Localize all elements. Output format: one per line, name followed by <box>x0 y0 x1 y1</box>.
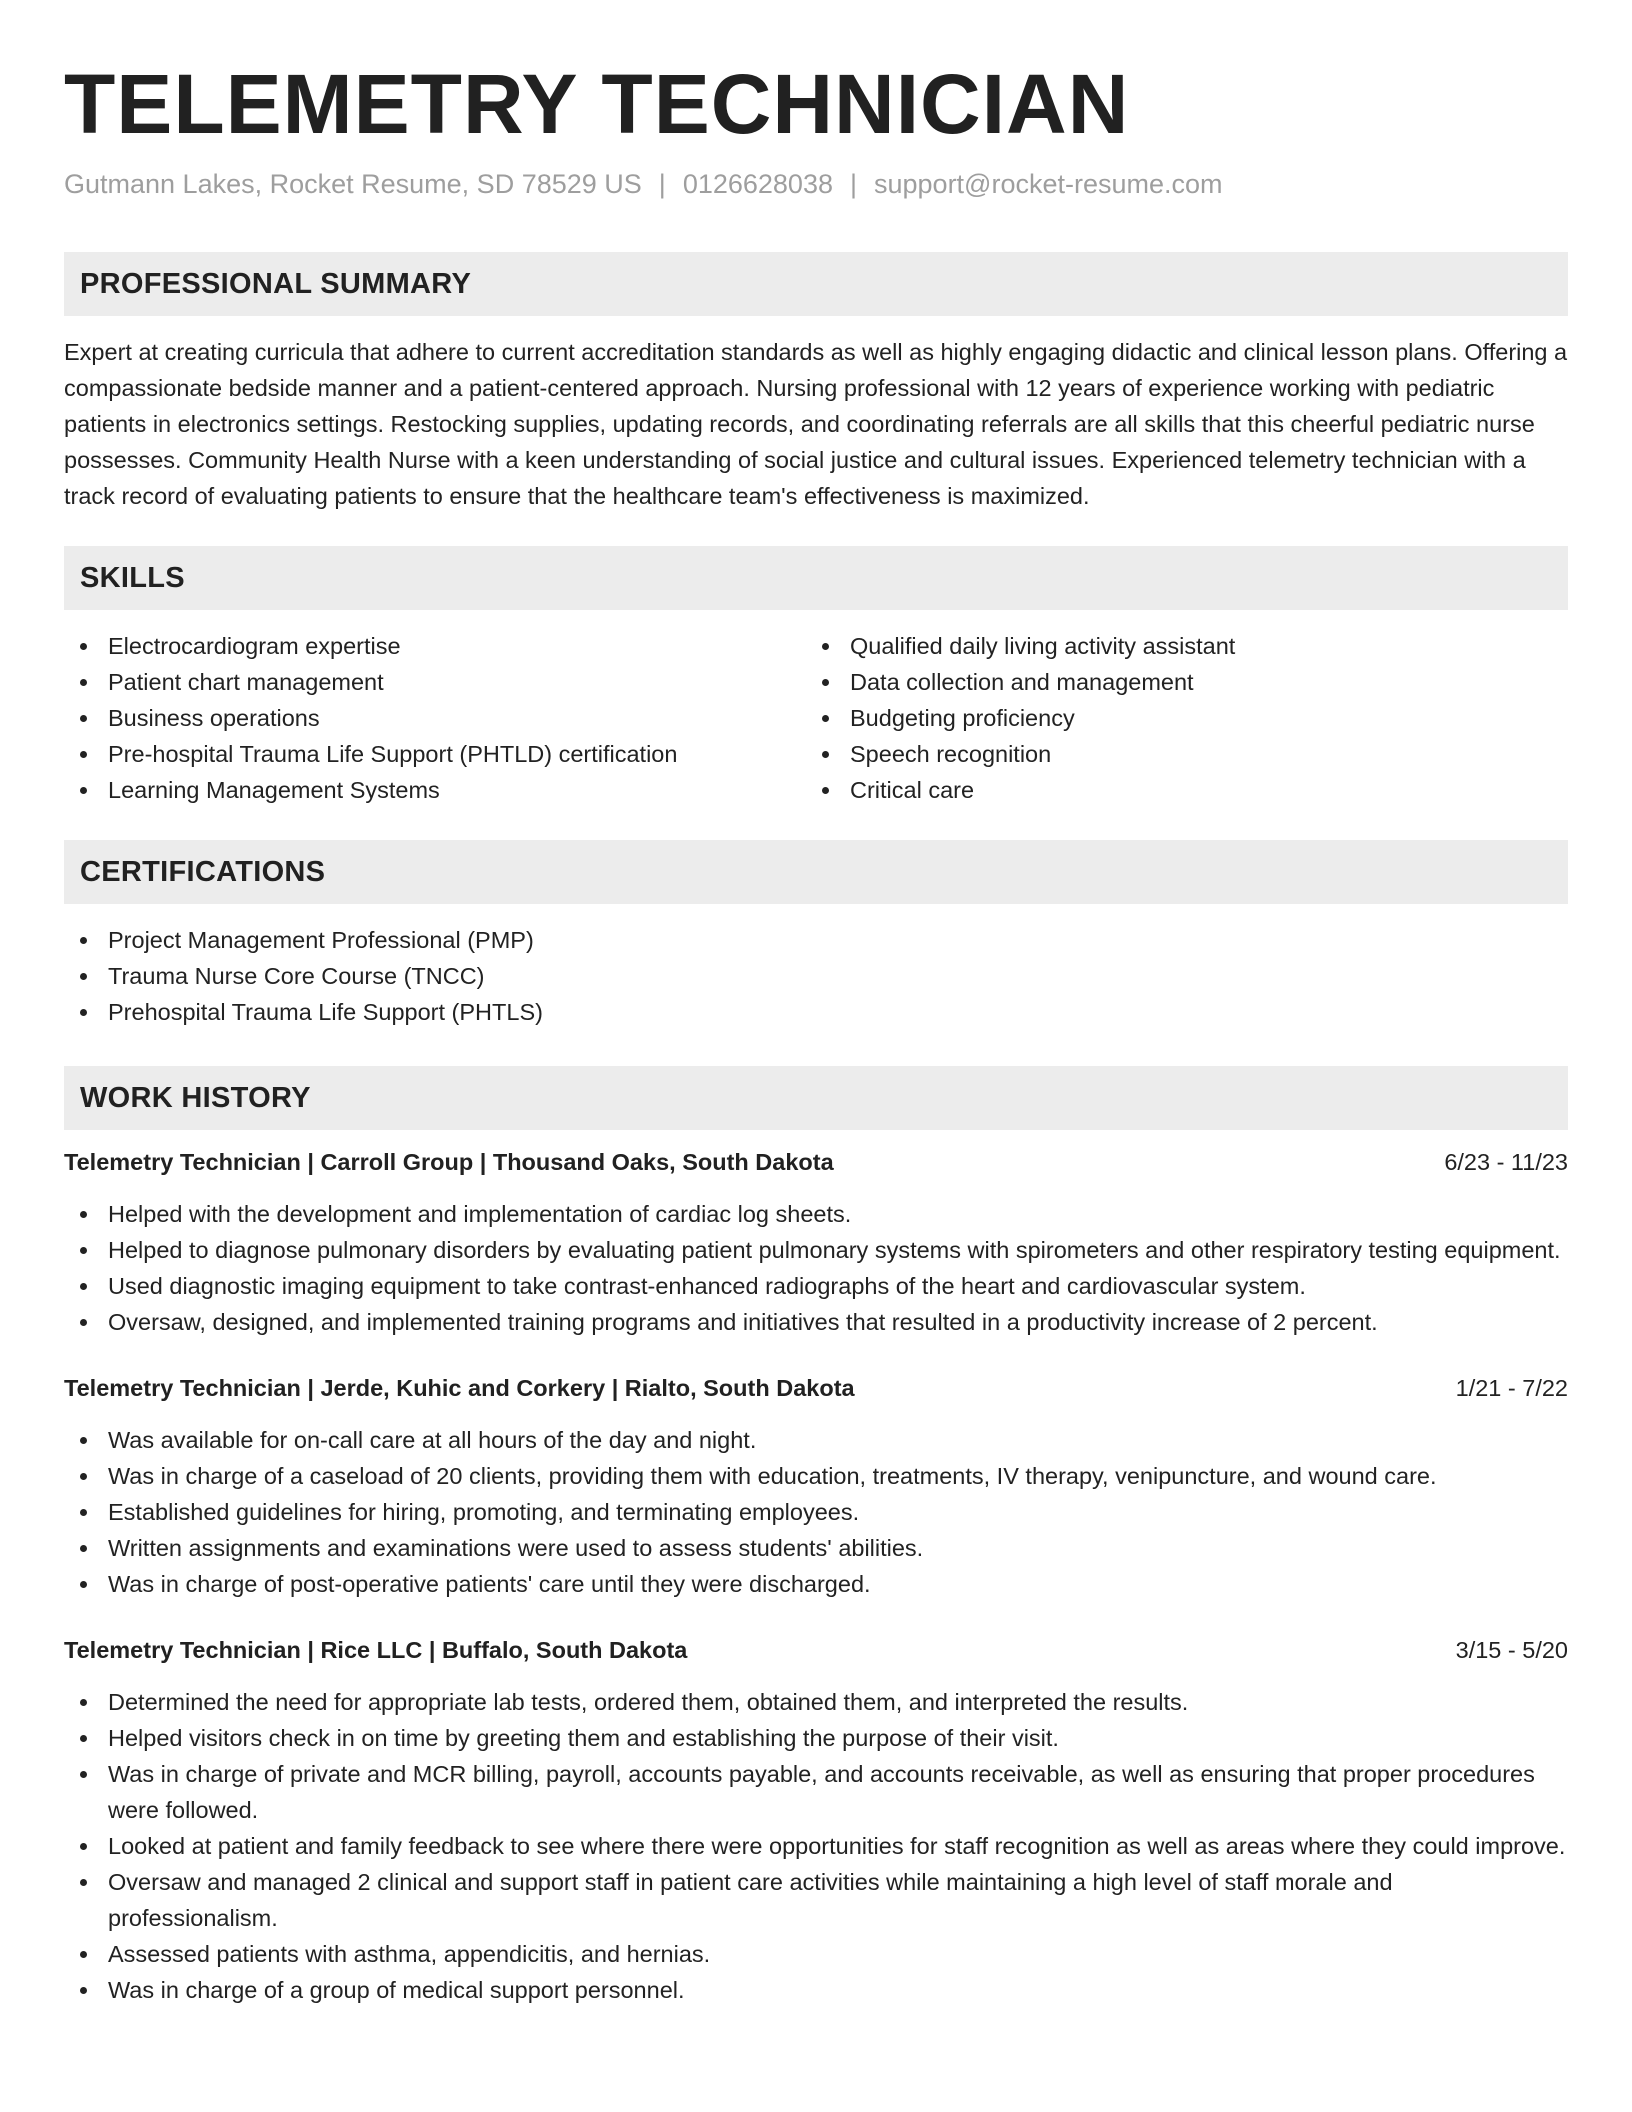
skill-item: Learning Management Systems <box>64 772 806 808</box>
contact-separator: | <box>658 169 666 199</box>
skill-item: Critical care <box>806 772 1568 808</box>
job-bullet: Was in charge of post-operative patients' care until they were discharged. <box>64 1566 1568 1602</box>
certification-item: Prehospital Trauma Life Support (PHTLS) <box>64 994 1568 1030</box>
section-heading-summary: PROFESSIONAL SUMMARY <box>64 252 1568 316</box>
job-bullet: Oversaw and managed 2 clinical and support staff in patient care activities while maintaining a high level of staff morale and professionalism. <box>64 1864 1568 1936</box>
job-dates: 1/21 - 7/22 <box>1455 1375 1568 1401</box>
certification-item: Trauma Nurse Core Course (TNCC) <box>64 958 1568 994</box>
job-bullet: Looked at patient and family feedback to see where there were opportunities for staff recognition as well as areas where they could improve. <box>64 1828 1568 1864</box>
job-entry <box>64 1632 1568 2008</box>
skill-item: Qualified daily living activity assistant <box>806 628 1568 664</box>
contact-address: Gutmann Lakes, Rocket Resume, SD 78529 US <box>64 169 642 199</box>
job-bullet: Helped to diagnose pulmonary disorders by evaluating patient pulmonary systems with spirometers and other respiratory testing equipment. <box>64 1232 1568 1268</box>
job-bullet: Helped with the development and implementation of cardiac log sheets. <box>64 1196 1568 1232</box>
skill-item: Speech recognition <box>806 736 1568 772</box>
job-bullet: Was in charge of a caseload of 20 clients, providing them with education, treatments, IV therapy, venipuncture, and wound care. <box>64 1458 1568 1494</box>
job-bullet: Determined the need for appropriate lab tests, ordered them, obtained them, and interpreted the results. <box>64 1684 1568 1720</box>
summary-text: Expert at creating curricula that adhere to current accreditation standards as well as highly engaging didactic and clinical lesson plans. Offering a compassionate bedside manner and a patient-centered approach. Nursing professional with 12 years of experience working with pediatric patients in electronics settings. Restocking supplies, updating records, and coordinating referrals are all skills that this cheerful pediatric nurse possesses. Community Health Nurse with a keen understanding of social justice and cultural issues. Experienced telemetry technician with a track record of evaluating patients to ensure that the healthcare team's effectiveness is maximized. <box>64 339 1568 509</box>
resume-title: TELEMETRY TECHNICIAN <box>64 57 1130 151</box>
skill-item: Electrocardiogram expertise <box>64 628 806 664</box>
job-bullet: Assessed patients with asthma, appendicitis, and hernias. <box>64 1936 1568 1972</box>
skill-item: Budgeting proficiency <box>806 700 1568 736</box>
job-title: Telemetry Technician | Jerde, Kuhic and Corkery | Rialto, South Dakota <box>64 1375 855 1401</box>
job-bullet: Used diagnostic imaging equipment to take contrast-enhanced radiographs of the heart and cardiovascular system. <box>64 1268 1568 1304</box>
job-bullet: Was available for on-call care at all hours of the day and night. <box>64 1422 1568 1458</box>
job-title: Telemetry Technician | Carroll Group | Thousand Oaks, South Dakota <box>64 1149 834 1175</box>
job-header <box>64 1632 1568 1668</box>
job-bullet: Established guidelines for hiring, promoting, and terminating employees. <box>64 1494 1568 1530</box>
skill-item: Data collection and management <box>806 664 1568 700</box>
contact-phone: 0126628038 <box>682 169 833 199</box>
section-heading-work-history: WORK HISTORY <box>64 1066 1568 1130</box>
section-heading-skills: SKILLS <box>64 546 1568 610</box>
job-entry <box>64 1370 1568 1602</box>
job-entry <box>64 1144 1568 1340</box>
skill-item: Patient chart management <box>64 664 806 700</box>
skill-item: Pre-hospital Trauma Life Support (PHTLD) certification <box>64 736 806 772</box>
certifications-list <box>64 922 1568 1030</box>
job-bullet: Oversaw, designed, and implemented training programs and initiatives that resulted in a productivity increase of 2 percent. <box>64 1304 1568 1340</box>
skills-list-right <box>806 628 1568 808</box>
section-heading-certifications: CERTIFICATIONS <box>64 840 1568 904</box>
job-bullet: Was in charge of a group of medical support personnel. <box>64 1972 1568 2008</box>
job-bullet: Helped visitors check in on time by greeting them and establishing the purpose of their visit. <box>64 1720 1568 1756</box>
skills-list-left <box>64 628 806 808</box>
job-bullets <box>64 1422 1568 1602</box>
job-bullets <box>64 1684 1568 2008</box>
skills-grid <box>64 628 1568 808</box>
job-header <box>64 1370 1568 1406</box>
job-dates: 3/15 - 5/20 <box>1455 1637 1568 1663</box>
job-bullet: Written assignments and examinations were used to assess students' abilities. <box>64 1530 1568 1566</box>
contact-separator: | <box>849 169 857 199</box>
job-dates: 6/23 - 11/23 <box>1444 1149 1568 1175</box>
job-bullets <box>64 1196 1568 1340</box>
job-title: Telemetry Technician | Rice LLC | Buffalo, South Dakota <box>64 1637 688 1663</box>
skill-item: Business operations <box>64 700 806 736</box>
job-header <box>64 1144 1568 1180</box>
certification-item: Project Management Professional (PMP) <box>64 922 1568 958</box>
contact-line <box>64 166 1568 202</box>
job-bullet: Was in charge of private and MCR billing, payroll, accounts payable, and accounts receivable, as well as ensuring that proper procedures were followed. <box>64 1756 1568 1828</box>
contact-email: support@rocket-resume.com <box>874 169 1223 199</box>
